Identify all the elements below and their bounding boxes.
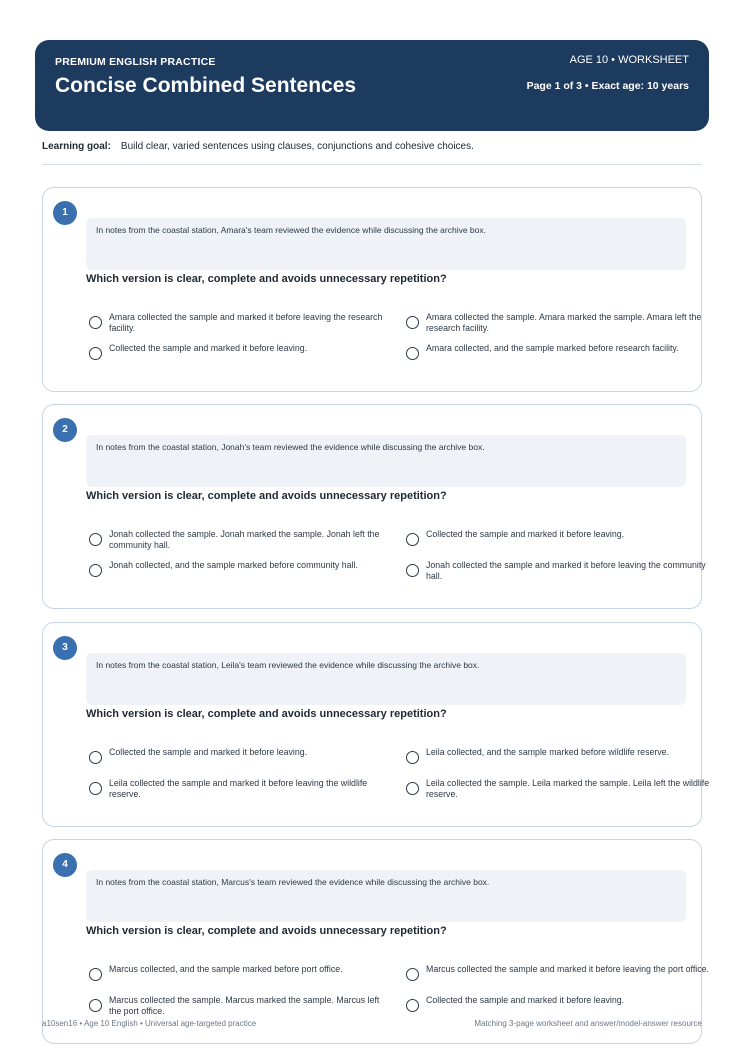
page-title: Concise Combined Sentences [55,74,357,97]
context-text: In notes from the coastal station, Marcus's team reviewed the evidence while discussing the archive box. [96,877,490,887]
learning-goal-label: Learning goal: [42,141,111,152]
context-text: In notes from the coastal station, Leila's team reviewed the evidence while discussing the archive box. [96,660,480,670]
radio-button[interactable] [89,564,102,577]
context-text: In notes from the coastal station, Amara's team reviewed the evidence while discussing the archive box. [96,225,486,235]
radio-button[interactable] [406,999,419,1012]
option-text: Marcus collected the sample. Marcus marked the sample. Marcus left the port office. [109,995,380,1016]
radio-button[interactable] [406,968,419,981]
radio-button[interactable] [406,316,419,329]
option-text: Collected the sample and marked it before leaving. [426,995,625,1005]
option-text: Amara collected, and the sample marked before research facility. [426,343,679,353]
option-text: Jonah collected, and the sample marked before community hall. [109,560,358,570]
worksheet-meta: AGE 10 • WORKSHEET [569,54,689,66]
question-number-badge: 4 [53,853,77,877]
radio-button[interactable] [406,782,419,795]
option-text: Leila collected, and the sample marked before wildlife reserve. [426,747,670,757]
radio-button[interactable] [89,968,102,981]
radio-button[interactable] [406,564,419,577]
footer-left: a10sen16 • Age 10 English • Universal age-targeted practice [42,1019,257,1028]
question-card-1 [42,187,702,392]
radio-button[interactable] [89,751,102,764]
question-card-4 [42,839,709,1044]
option-text: Leila collected the sample. Leila marked the sample. Leila left the wildlife reserve. [426,778,710,799]
option-text: Marcus collected the sample and marked it before leaving the port office. [426,964,709,974]
question-number-badge: 1 [53,201,77,225]
option-text: Collected the sample and marked it before leaving. [426,529,625,539]
question-card-3 [42,622,710,827]
learning-goal [42,141,474,152]
option-text: Marcus collected, and the sample marked before port office. [109,964,343,974]
radio-button[interactable] [406,347,419,360]
divider [42,164,702,165]
question-context [86,435,686,487]
question-number-badge: 3 [53,636,77,660]
brand-label: PREMIUM ENGLISH PRACTICE [55,56,216,68]
option-text: Collected the sample and marked it before leaving. [109,747,308,757]
question-prompt: Which version is clear, complete and avoids unnecessary repetition? [86,273,447,285]
radio-button[interactable] [89,347,102,360]
context-text: In notes from the coastal station, Jonah's team reviewed the evidence while discussing the archive box. [96,442,485,452]
question-prompt: Which version is clear, complete and avoids unnecessary repetition? [86,490,447,502]
radio-button[interactable] [89,999,102,1012]
radio-button[interactable] [406,751,419,764]
footer-right: Matching 3-page worksheet and answer/model-answer resource [474,1019,702,1028]
radio-button[interactable] [89,316,102,329]
option-text: Collected the sample and marked it before leaving. [109,343,308,353]
question-context [86,218,686,270]
radio-button[interactable] [89,533,102,546]
learning-goal-text: Build clear, varied sentences using clauses, conjunctions and cohesive choices. [120,141,474,152]
option-text: Amara collected the sample. Amara marked the sample. Amara left the research facility. [426,312,702,333]
question-number-badge: 2 [53,418,77,442]
option-text: Jonah collected the sample and marked it before leaving the community hall. [426,560,706,581]
option-text: Amara collected the sample and marked it before leaving the research facility. [109,312,383,333]
worksheet-header [35,40,709,131]
question-context [86,653,686,705]
question-prompt: Which version is clear, complete and avoids unnecessary repetition? [86,708,447,720]
radio-button[interactable] [89,782,102,795]
question-card-2 [42,404,706,609]
radio-button[interactable] [406,533,419,546]
question-prompt: Which version is clear, complete and avoids unnecessary repetition? [86,925,447,937]
question-context [86,870,686,922]
page-info: Page 1 of 3 • Exact age: 10 years [526,80,689,92]
option-text: Jonah collected the sample. Jonah marked the sample. Jonah left the community hall. [109,529,380,550]
option-text: Leila collected the sample and marked it before leaving the wildlife reserve. [109,778,368,799]
